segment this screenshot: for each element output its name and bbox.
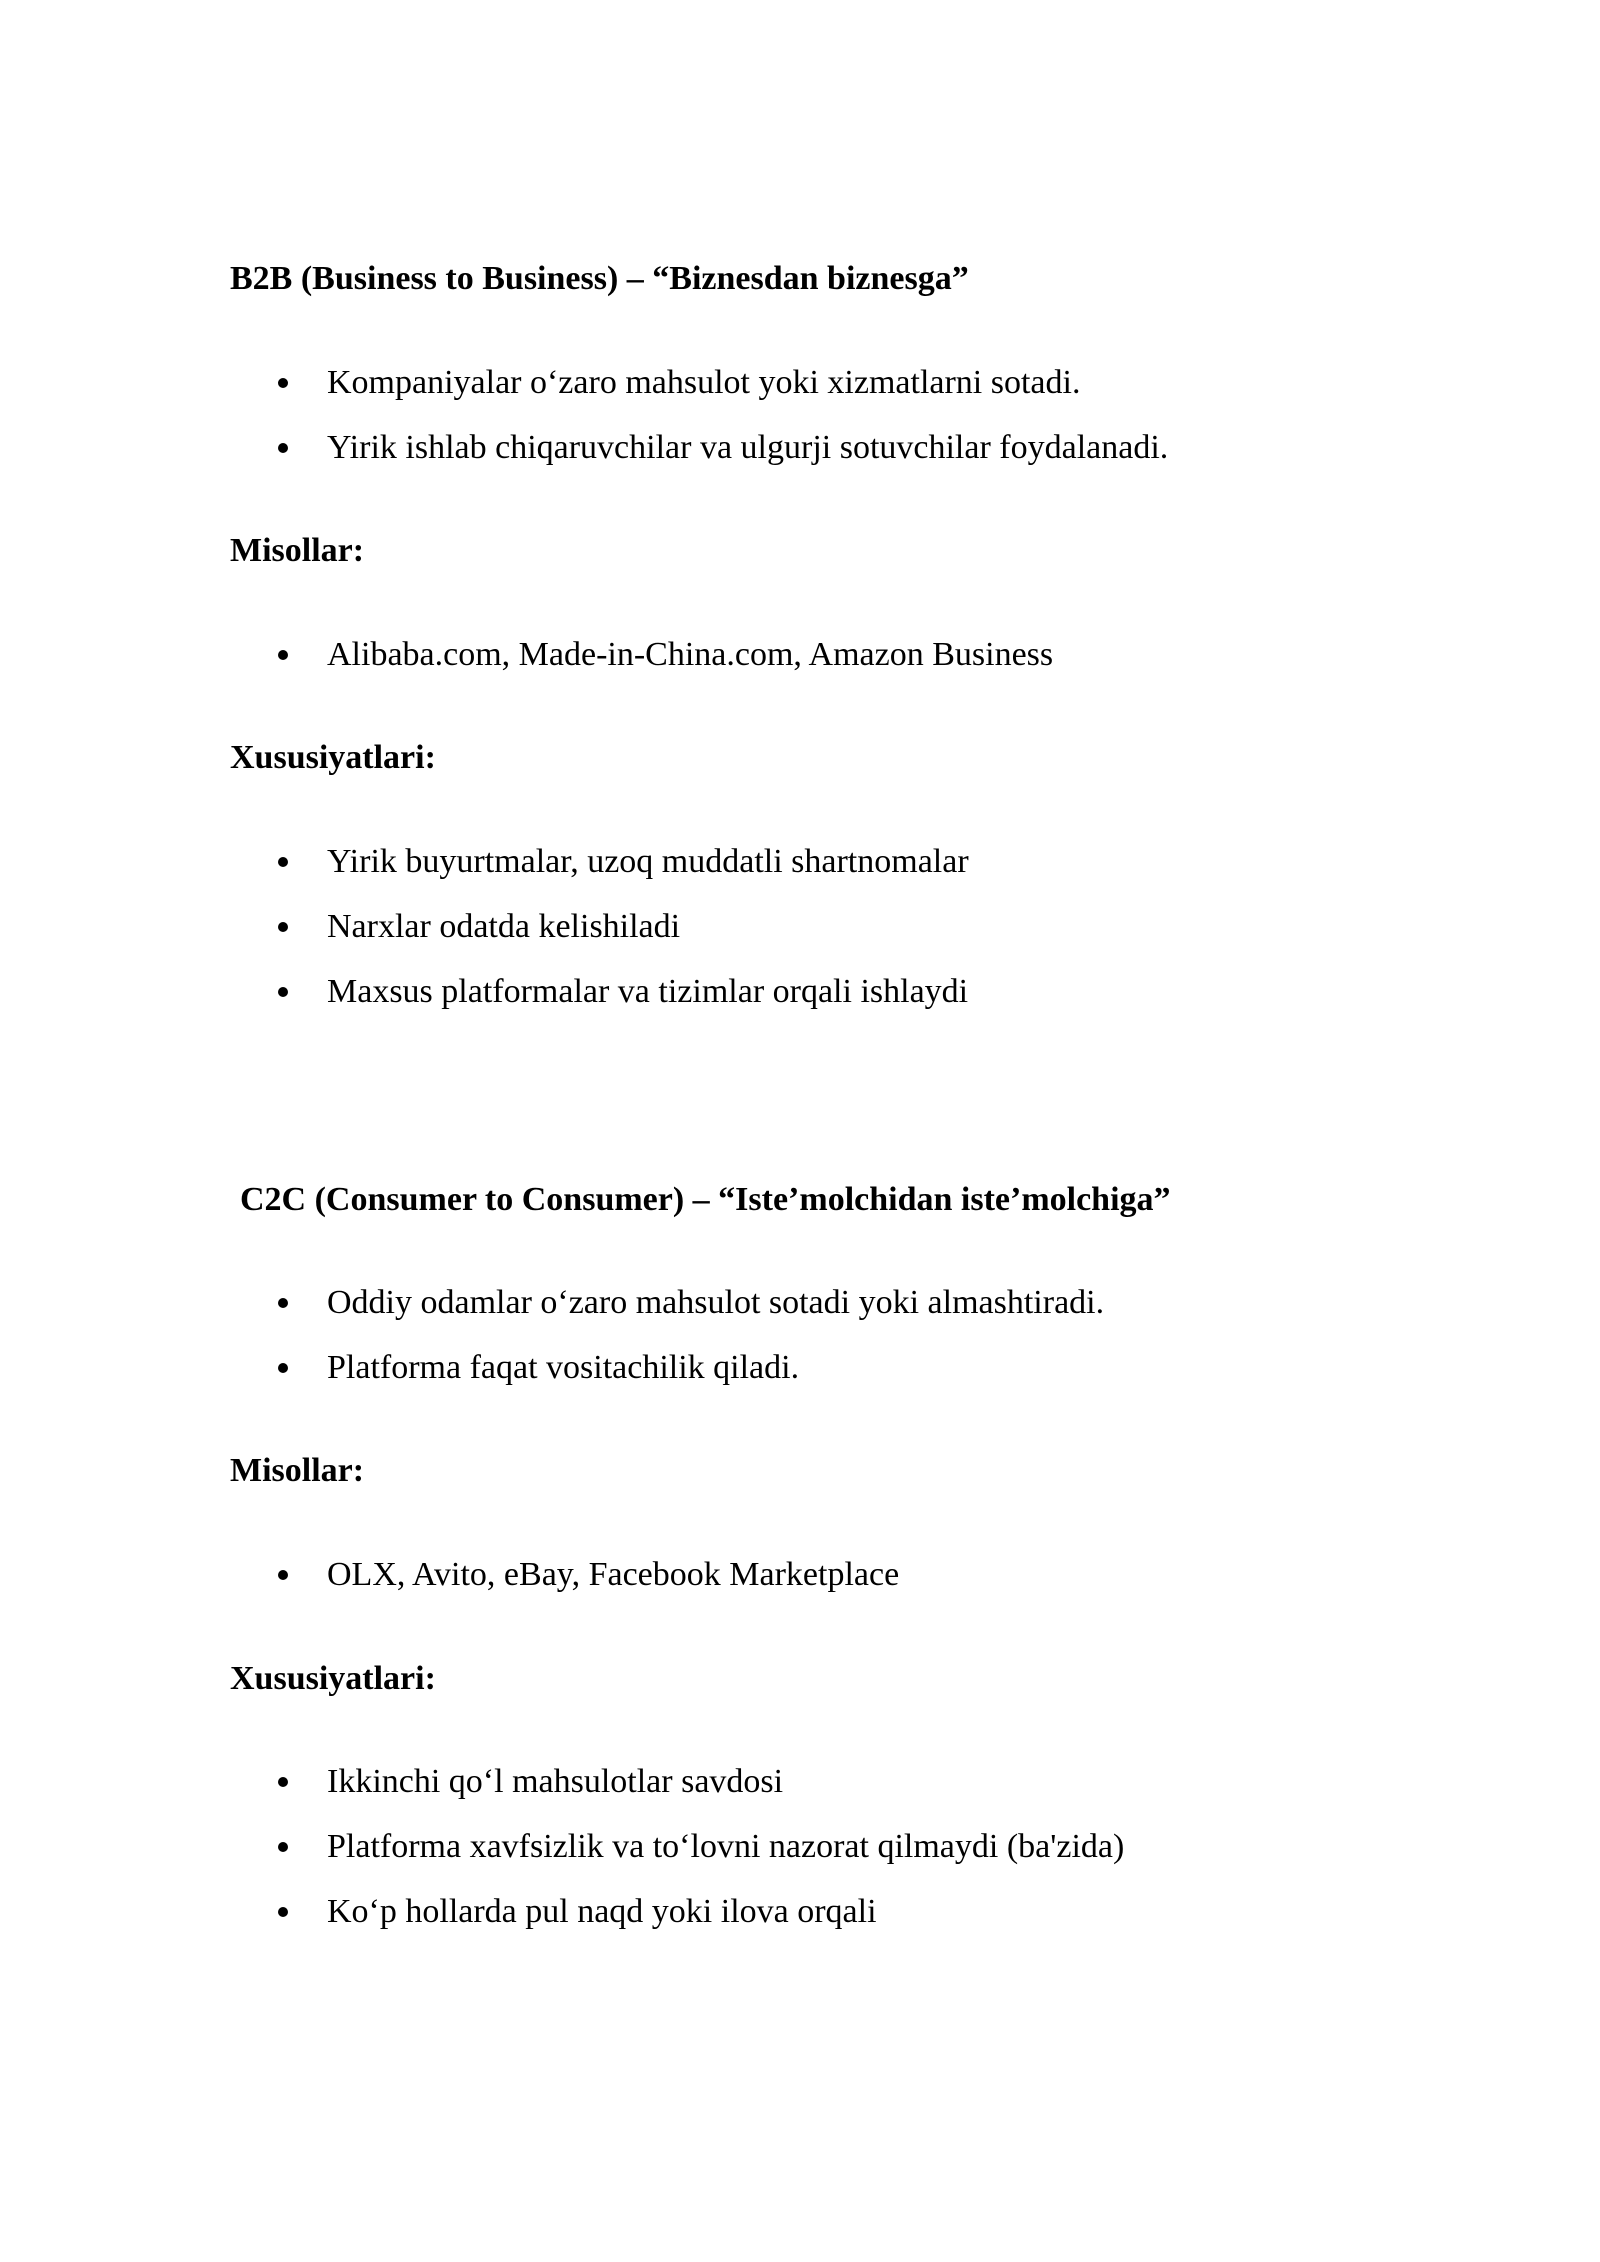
- list-item-text: Maxsus platformalar va tizimlar orqali ishlaydi: [327, 973, 969, 1010]
- bullet-icon: [278, 650, 288, 660]
- list-item-text: Platforma xavfsizlik va to‘lovni nazorat qilmaydi (ba'zida): [327, 1828, 1125, 1865]
- bullet-icon: [278, 1363, 288, 1373]
- bullet-icon: [278, 922, 288, 932]
- bullet-icon: [278, 1777, 288, 1787]
- section-heading-b2b: B2B (Business to Business) – “Biznesdan biznesga”: [230, 260, 969, 297]
- list-item-text: Yirik ishlab chiqaruvchilar va ulgurji sotuvchilar foydalanadi.: [327, 429, 1169, 466]
- features-label-c2c: Xususiyatlari:: [230, 1660, 436, 1697]
- list-item-text: Platforma faqat vositachilik qiladi.: [327, 1349, 800, 1386]
- bullet-icon: [278, 1842, 288, 1852]
- list-item-text: Ko‘p hollarda pul naqd yoki ilova orqali: [327, 1893, 877, 1930]
- list-item-text: OLX, Avito, eBay, Facebook Marketplace: [327, 1556, 900, 1593]
- list-item-text: Alibaba.com, Made-in-China.com, Amazon Business: [327, 636, 1054, 673]
- section-heading-c2c: C2C (Consumer to Consumer) – “Iste’molchidan iste’molchiga”: [240, 1181, 1171, 1218]
- list-item-text: Narxlar odatda kelishiladi: [327, 908, 681, 945]
- bullet-icon: [278, 857, 288, 867]
- bullet-icon: [278, 378, 288, 388]
- bullet-icon: [278, 987, 288, 997]
- features-label-b2b: Xususiyatlari:: [230, 739, 436, 776]
- bullet-icon: [278, 1907, 288, 1917]
- list-item-text: Kompaniyalar o‘zaro mahsulot yoki xizmatlarni sotadi.: [327, 364, 1081, 401]
- list-item-text: Ikkinchi qo‘l mahsulotlar savdosi: [327, 1763, 784, 1800]
- examples-label-b2b: Misollar:: [230, 532, 365, 569]
- bullet-icon: [278, 443, 288, 453]
- list-item-text: Yirik buyurtmalar, uzoq muddatli shartnomalar: [327, 843, 969, 880]
- list-item-text: Oddiy odamlar o‘zaro mahsulot sotadi yoki almashtiradi.: [327, 1284, 1105, 1321]
- examples-label-c2c: Misollar:: [230, 1452, 365, 1489]
- bullet-icon: [278, 1570, 288, 1580]
- bullet-icon: [278, 1298, 288, 1308]
